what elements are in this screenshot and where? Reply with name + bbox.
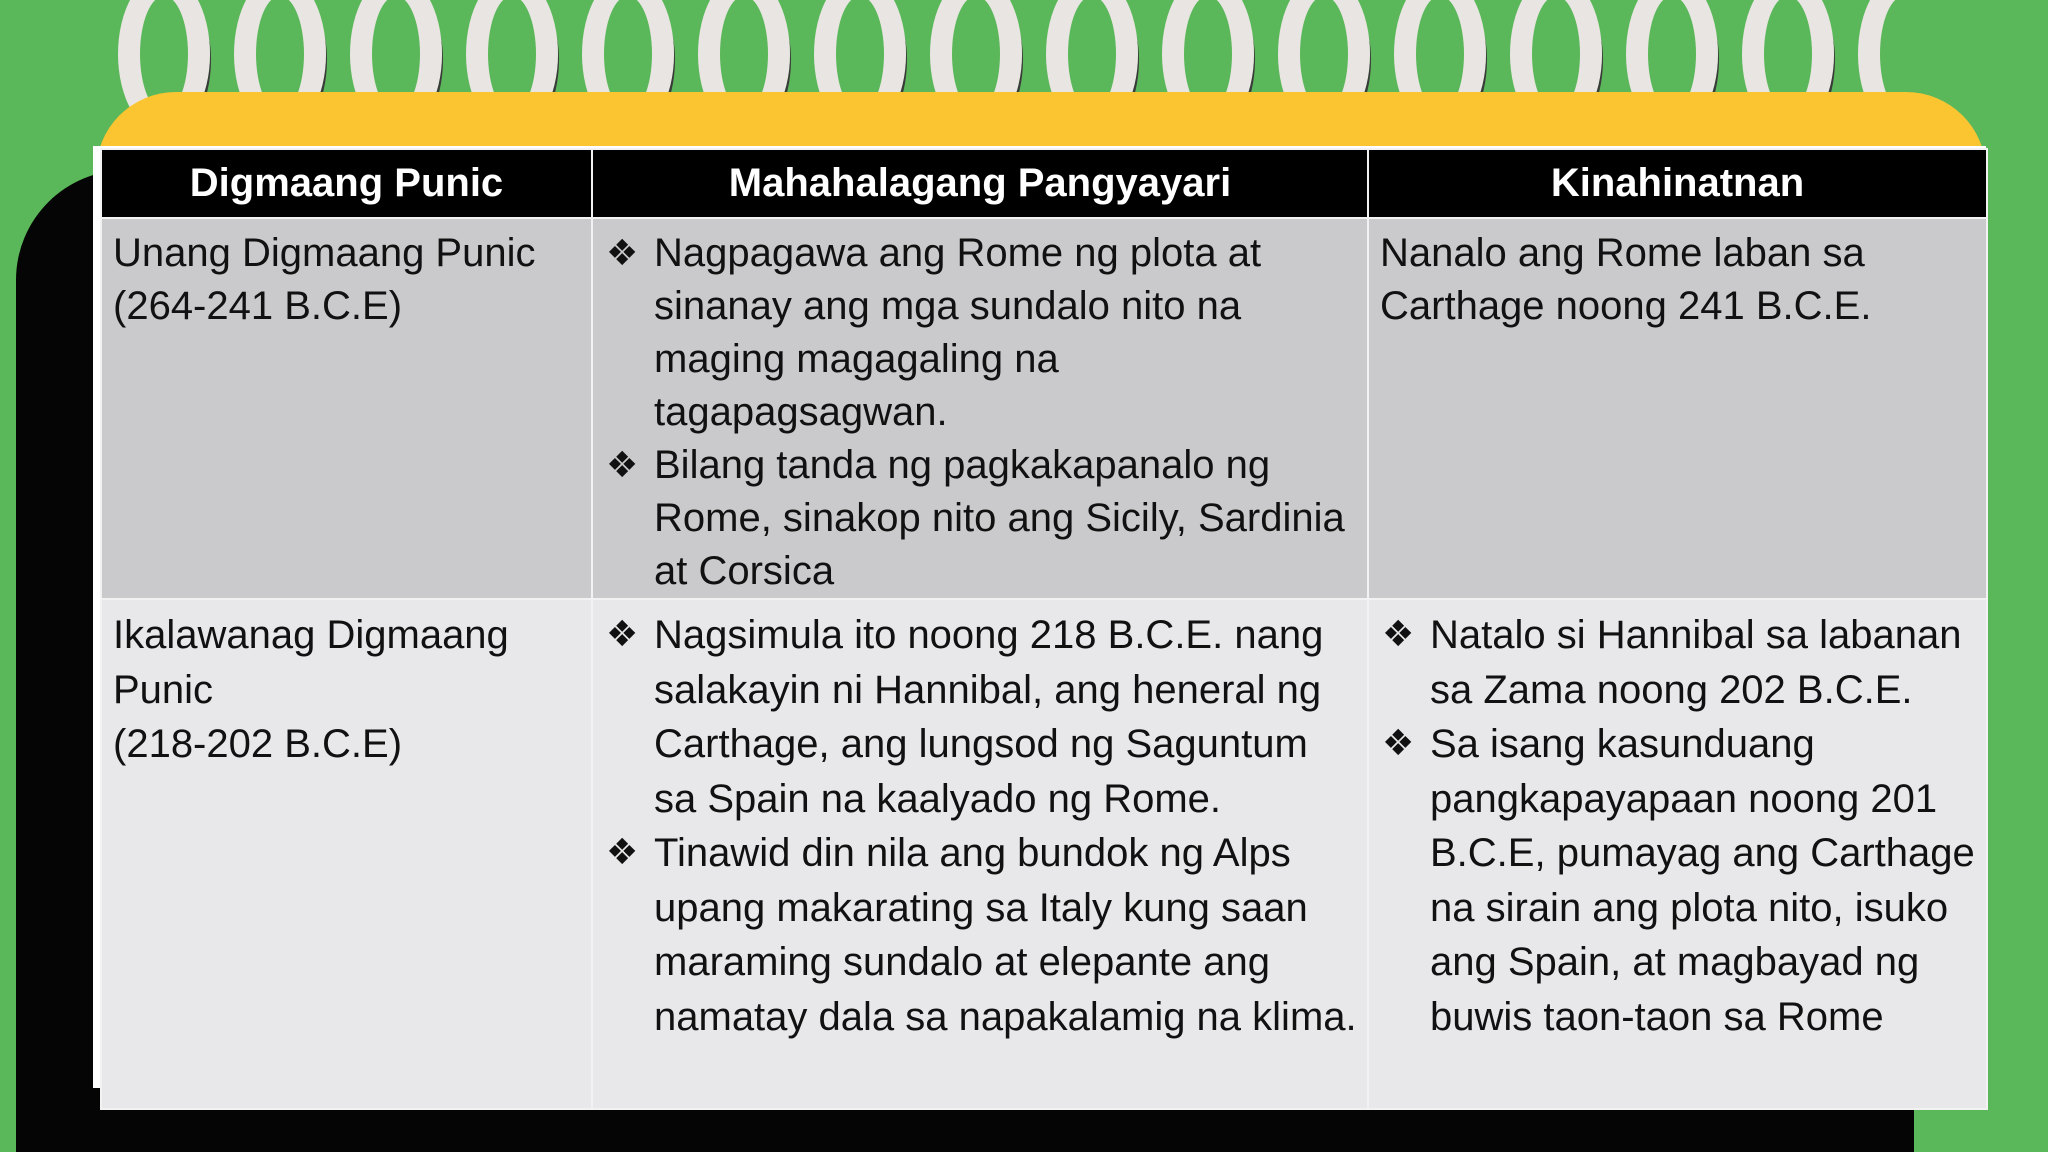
- events-cell: [592, 218, 1368, 599]
- header-events: Mahahalagang Pangyayari: [592, 149, 1368, 218]
- result-text: Nanalo ang Rome laban sa Carthage noong 241 B.C.E.: [1380, 231, 1872, 328]
- list-item: [1380, 608, 1976, 717]
- result-text: Natalo si Hannibal sa labanan sa Zama noong 202 B.C.E.: [1430, 613, 1962, 712]
- war-cell: [101, 218, 592, 599]
- list-item: [604, 608, 1357, 826]
- event-text: Bilang tanda ng pagkakapanalo ng Rome, sinakop nito ang Sicily, Sardinia at Corsica: [654, 443, 1345, 593]
- result-cell: [1368, 599, 1987, 1109]
- list-item: [1380, 717, 1976, 1044]
- four-diamond-bullet-icon: ❖: [1382, 723, 1415, 764]
- list-item: [604, 227, 1357, 439]
- event-text: Tinawid din nila ang bundok ng Alps upang makarating sa Italy kung saan maraming sundalo at elepante ang namatay dala sa napakalamig na klima.: [654, 831, 1357, 1039]
- header-result: Kinahinatnan: [1368, 149, 1987, 218]
- list-item: [604, 826, 1357, 1044]
- war-cell: [101, 599, 592, 1109]
- result-cell: [1368, 218, 1987, 599]
- four-diamond-bullet-icon: ❖: [1382, 614, 1415, 655]
- war-years: (264-241 B.C.E): [113, 284, 403, 328]
- table-row: [101, 218, 1987, 599]
- events-cell: [592, 599, 1368, 1109]
- four-diamond-bullet-icon: ❖: [606, 832, 639, 873]
- four-diamond-bullet-icon: ❖: [606, 233, 639, 274]
- header-war: Digmaang Punic: [101, 149, 592, 218]
- war-name: Unang Digmaang Punic: [113, 231, 536, 275]
- four-diamond-bullet-icon: ❖: [606, 445, 639, 486]
- war-years: (218-202 B.C.E): [113, 722, 403, 766]
- event-text: Nagsimula ito noong 218 B.C.E. nang salakayin ni Hannibal, ang heneral ng Carthage, ang lungsod ng Saguntum sa Spain na kaalyado ng Rome.: [654, 613, 1324, 821]
- war-name: Ikalawanag Digmaang Punic: [113, 613, 509, 712]
- header-row: [101, 149, 1987, 218]
- four-diamond-bullet-icon: ❖: [606, 614, 639, 655]
- punic-wars-table: [100, 148, 1988, 1110]
- result-text: Sa isang kasunduang pangkapayapaan noong 201 B.C.E, pumayag ang Carthage na sirain ang plota nito, isuko ang Spain, at magbayad ng buwis taon-taon sa Rome: [1430, 722, 1975, 1039]
- event-text: Nagpagawa ang Rome ng plota at sinanay ang mga sundalo nito na maging magagaling na tagapagsagwan.: [654, 231, 1262, 434]
- table-row: [101, 599, 1987, 1109]
- list-item: [604, 439, 1357, 598]
